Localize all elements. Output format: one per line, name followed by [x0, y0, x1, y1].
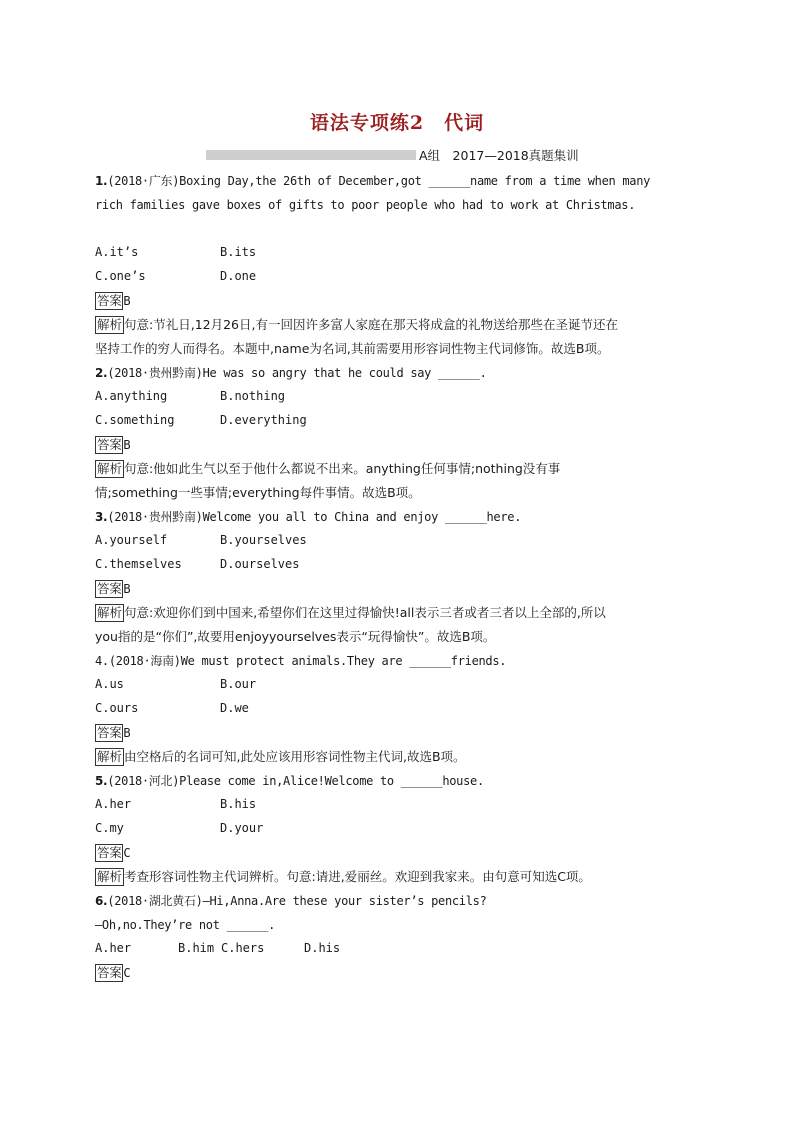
- analysis-label: 解析: [97, 605, 123, 620]
- section-bar: [206, 150, 416, 160]
- answer-label: 答案: [97, 845, 122, 860]
- question-1-stem: [95, 169, 705, 193]
- option-b: B.nothing: [220, 389, 286, 403]
- analysis-text: 由空格后的名词可知,此处应该用形容词性物主代词,故选B项。: [124, 749, 466, 764]
- question-5-stem: [95, 769, 705, 793]
- analysis-text: 句意:节礼日,12月26日,有一回因许多富人家庭在那天将成盒的礼物送给那些在圣诞节还在: [124, 317, 618, 332]
- question-text: (2018·湖北黄石)—Hi,Anna.Are these your sister’s pencils?: [107, 894, 487, 908]
- question-text: (2018·贵州黔南)Welcome you all to China and enjoy ______here.: [107, 510, 522, 524]
- analysis-label: 解析: [97, 461, 123, 476]
- question-number: 3.: [95, 510, 108, 524]
- answer-value: B: [123, 294, 131, 308]
- option-d: D.we: [220, 701, 249, 715]
- option-c: C.my: [95, 821, 124, 835]
- question-number: 6.: [95, 894, 108, 908]
- option-a: A.her: [95, 797, 132, 811]
- analysis-text-cont: 坚持工作的穷人而得名。本题中,name为名词,其前需要用形容词性物主代词修饰。故选B项。: [95, 341, 610, 356]
- question-text: (2018·广东)Boxing Day,the 26th of December,got ______name from a time when many: [107, 174, 651, 188]
- question-number: 1.: [95, 174, 108, 188]
- option-a: A.yourself: [95, 533, 168, 547]
- option-b: B.yourselves: [220, 533, 307, 547]
- answer-label: 答案: [97, 581, 122, 596]
- question-number: 4.: [95, 654, 109, 668]
- question-text: (2018·贵州黔南)He was so angry that he could say ______.: [107, 366, 487, 380]
- option-a: A.anything: [95, 389, 168, 403]
- answer-row: [95, 721, 705, 745]
- option-a: A.us: [95, 677, 124, 691]
- question-6-stem: [95, 889, 705, 913]
- analysis-text: 考查形容词性物主代词辨析。句意:请进,爱丽丝。欢迎到我家来。由句意可知选C项。: [124, 869, 591, 884]
- question-1-stem-cont: rich families gave boxes of gifts to poor people who had to work at Christmas.: [95, 198, 636, 212]
- answer-value: B: [123, 582, 131, 596]
- question-3-stem: [95, 505, 705, 529]
- option-b: B.its: [220, 245, 257, 259]
- analysis-text: 句意:欢迎你们到中国来,希望你们在这里过得愉快!all表示三者或者三者以上全部的,所以: [124, 605, 606, 620]
- answer-label: 答案: [97, 437, 122, 452]
- option-c: C.themselves: [95, 557, 182, 571]
- analysis-label: 解析: [97, 749, 123, 764]
- answer-label: 答案: [97, 293, 122, 308]
- answer-label: 答案: [97, 965, 122, 980]
- option-a: A.it’s: [95, 245, 139, 259]
- answer-row: [95, 841, 705, 865]
- question-number: 5.: [95, 774, 108, 788]
- analysis-row: [95, 745, 705, 769]
- page-title: 语法专项练2 代词: [309, 112, 485, 134]
- section-label: A组 2017—2018真题集训: [419, 148, 579, 163]
- option-c: C.something: [95, 413, 175, 427]
- option-d: D.your: [220, 821, 264, 835]
- answer-value: B: [123, 726, 131, 740]
- analysis-text-cont: you指的是“你们”,故要用enjoyyourselves表示“玩得愉快”。故选B项。: [95, 629, 496, 644]
- answer-row: [95, 961, 705, 985]
- analysis-text-cont: 情;something一些事情;everything每件事情。故选B项。: [95, 485, 421, 500]
- answer-value: C: [123, 966, 131, 980]
- option-d: D.ourselves: [220, 557, 300, 571]
- question-6-stem-cont: —Oh,no.They’re not ______.: [95, 918, 276, 932]
- option-d: D.everything: [220, 413, 307, 427]
- answer-row: [95, 289, 705, 313]
- answer-row: [95, 433, 705, 457]
- option-c: C.ours: [95, 701, 139, 715]
- analysis-row: [95, 457, 705, 481]
- answer-value: B: [123, 438, 131, 452]
- analysis-text: 句意:他如此生气以至于他什么都说不出来。anything任何事情;nothing没有事: [124, 461, 561, 476]
- option-d: D.his: [304, 941, 341, 955]
- option-b: B.his: [220, 797, 257, 811]
- analysis-row: [95, 865, 705, 889]
- option-b: B.our: [220, 677, 257, 691]
- option-c: C.one’s: [95, 269, 146, 283]
- answer-row: [95, 577, 705, 601]
- analysis-row: [95, 313, 705, 337]
- answer-label: 答案: [97, 725, 122, 740]
- analysis-label: 解析: [97, 317, 123, 332]
- option-d: D.one: [220, 269, 257, 283]
- option-b: B.him: [178, 941, 215, 955]
- option-a: A.her: [95, 941, 132, 955]
- analysis-label: 解析: [97, 869, 123, 884]
- question-text: (2018·海南)We must protect animals.They are ______friends.: [108, 654, 507, 668]
- question-number: 2.: [95, 366, 108, 380]
- answer-value: C: [123, 846, 131, 860]
- question-text: (2018·河北)Please come in,Alice!Welcome to ______house.: [107, 774, 484, 788]
- analysis-row: [95, 601, 705, 625]
- question-4-stem: [95, 649, 705, 673]
- question-2-stem: [95, 361, 705, 385]
- option-c: C.hers: [221, 941, 265, 955]
